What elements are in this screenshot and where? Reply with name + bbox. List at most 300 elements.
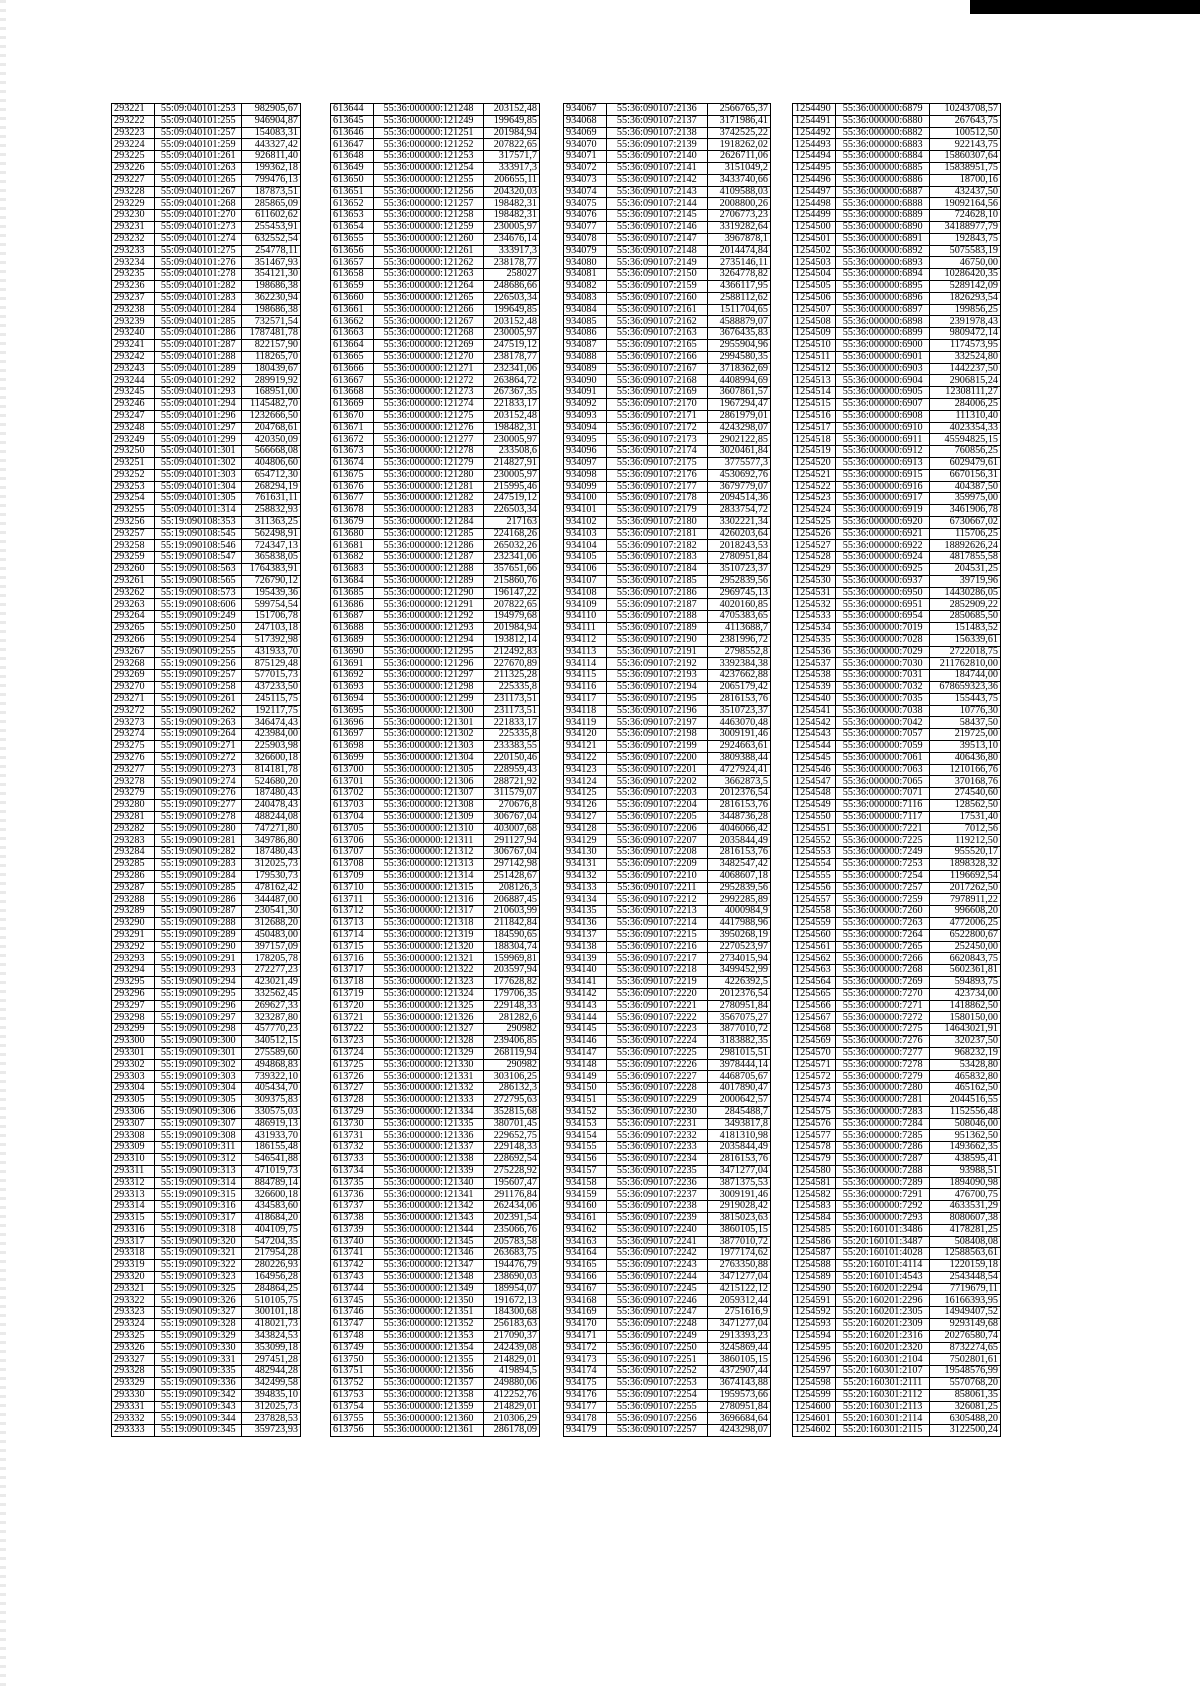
cadastral-number: 55:19:090109:311 [155, 1142, 242, 1154]
row-number: 613719 [331, 988, 374, 1000]
cadastral-value: 3860105,15 [707, 1224, 770, 1236]
cadastral-value: 2391978,43 [930, 316, 1001, 328]
row-number: 1254576 [793, 1118, 836, 1130]
cadastral-number: 55:20:160101:4028 [836, 1248, 930, 1260]
cadastral-value: 199649,85 [484, 304, 540, 316]
row-number: 613654 [331, 221, 374, 233]
row-number: 293321 [112, 1283, 155, 1295]
row-number: 293237 [112, 292, 155, 304]
cadastral-value: 255453,91 [242, 221, 301, 233]
cadastral-value: 1232666,50 [242, 410, 301, 422]
cadastral-value: 2722018,75 [930, 646, 1001, 658]
table-row [331, 929, 540, 941]
table-row [564, 151, 771, 163]
table-row [112, 587, 301, 599]
cadastral-value: 198482,31 [484, 210, 540, 222]
cadastral-number: 55:19:090109:320 [155, 1236, 242, 1248]
cadastral-number: 55:36:090107:2139 [607, 139, 708, 151]
row-number: 293236 [112, 280, 155, 292]
cadastral-value: 2816153,76 [707, 693, 770, 705]
table-row [793, 280, 1001, 292]
cadastral-number: 55:36:000000:121361 [374, 1425, 484, 1437]
cadastral-number: 55:36:000000:121276 [374, 422, 484, 434]
table-row [331, 1201, 540, 1213]
cadastral-number: 55:36:090107:2251 [607, 1354, 708, 1366]
cadastral-value: 3461906,78 [930, 505, 1001, 517]
cadastral-number: 55:36:000000:121296 [374, 658, 484, 670]
cadastral-value: 2094514,36 [707, 493, 770, 505]
cadastral-value: 274540,60 [930, 788, 1001, 800]
table-row [112, 1366, 301, 1378]
cadastral-number: 55:36:090107:2168 [607, 375, 708, 387]
table-row [112, 316, 301, 328]
cadastral-value: 2035844,49 [707, 835, 770, 847]
cadastral-value: 206887,45 [484, 894, 540, 906]
cadastral-number: 55:36:000000:121336 [374, 1130, 484, 1142]
table-row [793, 245, 1001, 257]
row-number: 934169 [564, 1307, 607, 1319]
cadastral-value: 258832,93 [242, 505, 301, 517]
table-row [331, 741, 540, 753]
table-row [793, 1354, 1001, 1366]
cadastral-number: 55:36:000000:7254 [836, 870, 930, 882]
row-number: 934118 [564, 705, 607, 717]
cadastral-value: 486919,13 [242, 1118, 301, 1130]
row-number: 613720 [331, 1000, 374, 1012]
cadastral-value: 465162,50 [930, 1083, 1001, 1095]
row-number: 1254533 [793, 611, 836, 623]
row-number: 293287 [112, 882, 155, 894]
cadastral-number: 55:36:090107:2138 [607, 127, 708, 139]
cadastral-number: 55:36:090107:2213 [607, 906, 708, 918]
table-row [793, 693, 1001, 705]
table-row [564, 387, 771, 399]
cadastral-value: 1894090,98 [930, 1177, 1001, 1189]
table-row [564, 682, 771, 694]
row-number: 293325 [112, 1330, 155, 1342]
cadastral-value: 1220159,18 [930, 1260, 1001, 1272]
cadastral-value: 2588112,62 [707, 292, 770, 304]
row-number: 1254602 [793, 1425, 836, 1437]
row-number: 613647 [331, 139, 374, 151]
cadastral-value: 230005,97 [484, 469, 540, 481]
cadastral-value: 4727924,41 [707, 764, 770, 776]
cadastral-value: 437233,50 [242, 682, 301, 694]
cadastral-number: 55:09:040101:297 [155, 422, 242, 434]
cadastral-number: 55:36:090107:2206 [607, 823, 708, 835]
cadastral-value: 311579,07 [484, 788, 540, 800]
row-number: 613732 [331, 1142, 374, 1154]
table-row [112, 965, 301, 977]
cadastral-value: 198686,38 [242, 280, 301, 292]
cadastral-value: 268294,19 [242, 481, 301, 493]
table-row [331, 847, 540, 859]
row-number: 613653 [331, 210, 374, 222]
table-row [112, 1071, 301, 1083]
table-row [112, 398, 301, 410]
cadastral-value: 179530,73 [242, 870, 301, 882]
cadastral-number: 55:19:090109:297 [155, 1012, 242, 1024]
cadastral-value: 343824,53 [242, 1330, 301, 1342]
cadastral-value: 822157,90 [242, 339, 301, 351]
table-row [564, 505, 771, 517]
table-row [112, 882, 301, 894]
cadastral-value: 4109588,03 [707, 186, 770, 198]
table-row [331, 587, 540, 599]
row-number: 293233 [112, 245, 155, 257]
table-row [112, 1330, 301, 1342]
table-row [793, 870, 1001, 882]
cadastral-number: 55:19:090109:304 [155, 1083, 242, 1095]
cadastral-number: 55:19:090109:344 [155, 1413, 242, 1425]
table-row [112, 434, 301, 446]
cadastral-value: 2543448,54 [930, 1271, 1001, 1283]
cadastral-value: 5602361,81 [930, 965, 1001, 977]
table-row [793, 505, 1001, 517]
row-number: 613663 [331, 328, 374, 340]
table-row [331, 1271, 540, 1283]
cadastral-value: 115706,25 [930, 528, 1001, 540]
row-number: 293328 [112, 1366, 155, 1378]
cadastral-value: 406436,80 [930, 752, 1001, 764]
row-number: 293308 [112, 1130, 155, 1142]
table-row [793, 1035, 1001, 1047]
cadastral-number: 55:36:090107:2186 [607, 587, 708, 599]
table-row [564, 1248, 771, 1260]
cadastral-number: 55:36:000000:7117 [836, 811, 930, 823]
cadastral-number: 55:36:000000:121344 [374, 1224, 484, 1236]
table-row [331, 988, 540, 1000]
cadastral-number: 55:19:090109:296 [155, 1000, 242, 1012]
cadastral-number: 55:36:090107:2170 [607, 398, 708, 410]
row-number: 293250 [112, 446, 155, 458]
table-row [112, 104, 301, 116]
table-row [331, 658, 540, 670]
cadastral-number: 55:36:090107:2191 [607, 646, 708, 658]
row-number: 613686 [331, 599, 374, 611]
row-number: 613678 [331, 505, 374, 517]
cadastral-number: 55:36:090107:2171 [607, 410, 708, 422]
cadastral-number: 55:36:090107:2199 [607, 741, 708, 753]
cadastral-number: 55:20:160201:2305 [836, 1307, 930, 1319]
cadastral-value: 272795,63 [484, 1094, 540, 1106]
row-number: 613656 [331, 245, 374, 257]
cadastral-number: 55:36:000000:121310 [374, 823, 484, 835]
cadastral-number: 55:36:000000:121306 [374, 776, 484, 788]
row-number: 934102 [564, 516, 607, 528]
cadastral-number: 55:36:000000:121333 [374, 1094, 484, 1106]
row-number: 1254566 [793, 1000, 836, 1012]
cadastral-value: 2969745,13 [707, 587, 770, 599]
table-row [564, 1319, 771, 1331]
row-number: 934144 [564, 1012, 607, 1024]
row-number: 293304 [112, 1083, 155, 1095]
row-number: 293333 [112, 1425, 155, 1437]
row-number: 934153 [564, 1118, 607, 1130]
cadastral-number: 55:36:000000:121351 [374, 1307, 484, 1319]
cadastral-value: 215995,46 [484, 481, 540, 493]
row-number: 1254544 [793, 741, 836, 753]
table-row [793, 127, 1001, 139]
row-number: 934161 [564, 1212, 607, 1224]
cadastral-number: 55:36:000000:121271 [374, 363, 484, 375]
cadastral-value: 233508,6 [484, 446, 540, 458]
table-row [331, 634, 540, 646]
cadastral-number: 55:19:090109:254 [155, 634, 242, 646]
table-row [793, 1118, 1001, 1130]
cadastral-number: 55:36:000000:7059 [836, 741, 930, 753]
table-row [331, 198, 540, 210]
table-row [331, 1248, 540, 1260]
cadastral-number: 55:19:090109:287 [155, 906, 242, 918]
row-number: 613730 [331, 1118, 374, 1130]
cadastral-number: 55:36:000000:6915 [836, 469, 930, 481]
row-number: 613712 [331, 906, 374, 918]
cadastral-value: 1442237,50 [930, 363, 1001, 375]
cadastral-number: 55:36:000000:6884 [836, 151, 930, 163]
table-row [793, 811, 1001, 823]
row-number: 934071 [564, 151, 607, 163]
cadastral-value: 211762810,00 [930, 658, 1001, 670]
row-number: 293295 [112, 976, 155, 988]
cadastral-value: 118265,70 [242, 351, 301, 363]
cadastral-number: 55:19:090109:289 [155, 929, 242, 941]
row-number: 1254516 [793, 410, 836, 422]
cadastral-number: 55:19:090109:330 [155, 1342, 242, 1354]
table-row [331, 422, 540, 434]
table-row [331, 1342, 540, 1354]
cadastral-value: 438595,41 [930, 1153, 1001, 1165]
cadastral-value: 286132,3 [484, 1083, 540, 1095]
row-number: 293269 [112, 670, 155, 682]
table-row [331, 292, 540, 304]
table-row [564, 1295, 771, 1307]
cadastral-number: 55:36:000000:7065 [836, 776, 930, 788]
table-row [331, 976, 540, 988]
row-number: 613668 [331, 387, 374, 399]
table-row [793, 1271, 1001, 1283]
cadastral-value: 3471277,04 [707, 1271, 770, 1283]
table-row [331, 1378, 540, 1390]
cadastral-value: 431933,70 [242, 1130, 301, 1142]
cadastral-value: 332524,80 [930, 351, 1001, 363]
cadastral-number: 55:36:000000:7263 [836, 917, 930, 929]
cadastral-number: 55:36:000000:121360 [374, 1413, 484, 1425]
table-row [793, 976, 1001, 988]
cadastral-number: 55:36:000000:7019 [836, 623, 930, 635]
cadastral-value: 240478,43 [242, 800, 301, 812]
table-row [793, 328, 1001, 340]
cadastral-value: 3877010,72 [707, 1236, 770, 1248]
cadastral-value: 291127,94 [484, 835, 540, 847]
cadastral-value: 340512,15 [242, 1035, 301, 1047]
table-row [564, 398, 771, 410]
row-number: 293314 [112, 1201, 155, 1213]
table-row [112, 870, 301, 882]
cadastral-value: 187873,51 [242, 186, 301, 198]
cadastral-number: 55:36:090107:2162 [607, 316, 708, 328]
table-row [793, 1012, 1001, 1024]
table-row [793, 1224, 1001, 1236]
table-row [793, 186, 1001, 198]
row-number: 1254555 [793, 870, 836, 882]
row-number: 1254530 [793, 575, 836, 587]
row-number: 613665 [331, 351, 374, 363]
cadastral-value: 1418862,50 [930, 1000, 1001, 1012]
table-row [331, 375, 540, 387]
table-row [793, 670, 1001, 682]
table-row [331, 670, 540, 682]
cadastral-value: 151483,52 [930, 623, 1001, 635]
cadastral-value: 198482,31 [484, 198, 540, 210]
table-row [564, 894, 771, 906]
row-number: 293245 [112, 387, 155, 399]
cadastral-value: 2816153,76 [707, 1153, 770, 1165]
row-number: 934072 [564, 162, 607, 174]
cadastral-value: 330575,03 [242, 1106, 301, 1118]
table-row [331, 623, 540, 635]
table-row [331, 210, 540, 222]
cadastral-value: 4237662,88 [707, 670, 770, 682]
table-row [793, 375, 1001, 387]
cadastral-number: 55:36:000000:7038 [836, 705, 930, 717]
row-number: 293273 [112, 717, 155, 729]
row-number: 293272 [112, 705, 155, 717]
cadastral-value: 443327,42 [242, 139, 301, 151]
cadastral-number: 55:19:090109:322 [155, 1260, 242, 1272]
cadastral-number: 55:36:090107:2160 [607, 292, 708, 304]
cadastral-value: 231173,51 [484, 705, 540, 717]
row-number: 613707 [331, 847, 374, 859]
table-row [331, 646, 540, 658]
cadastral-value: 7719679,11 [930, 1283, 1001, 1295]
row-number: 934176 [564, 1389, 607, 1401]
cadastral-value: 214829,01 [484, 1354, 540, 1366]
cadastral-value: 2000642,57 [707, 1094, 770, 1106]
table-row [793, 1071, 1001, 1083]
table-row [331, 1094, 540, 1106]
table-row [564, 422, 771, 434]
cadastral-value: 326600,18 [242, 752, 301, 764]
cadastral-value: 234676,14 [484, 233, 540, 245]
table-row [331, 1401, 540, 1413]
table-row [112, 198, 301, 210]
row-number: 1254578 [793, 1142, 836, 1154]
cadastral-value: 968232,19 [930, 1047, 1001, 1059]
row-number: 613715 [331, 941, 374, 953]
table-row [112, 741, 301, 753]
table-row [793, 575, 1001, 587]
row-number: 1254506 [793, 292, 836, 304]
cadastral-value: 3662873,5 [707, 776, 770, 788]
row-number: 1254585 [793, 1224, 836, 1236]
row-number: 1254579 [793, 1153, 836, 1165]
table-row [793, 658, 1001, 670]
cadastral-value: 229652,75 [484, 1130, 540, 1142]
cadastral-number: 55:09:040101:265 [155, 174, 242, 186]
cadastral-number: 55:36:090107:2210 [607, 870, 708, 882]
cadastral-value: 275228,92 [484, 1165, 540, 1177]
cadastral-value: 884789,14 [242, 1177, 301, 1189]
row-number: 613742 [331, 1260, 374, 1272]
table-row [793, 646, 1001, 658]
table-row [793, 752, 1001, 764]
cadastral-number: 55:09:040101:273 [155, 221, 242, 233]
cadastral-value: 3471277,04 [707, 1319, 770, 1331]
cadastral-value: 4243298,07 [707, 422, 770, 434]
cadastral-value: 352815,68 [484, 1106, 540, 1118]
cadastral-number: 55:36:090107:2161 [607, 304, 708, 316]
cadastral-value: 2906815,24 [930, 375, 1001, 387]
row-number: 934127 [564, 811, 607, 823]
cadastral-number: 55:36:090107:2233 [607, 1142, 708, 1154]
row-number: 1254543 [793, 729, 836, 741]
cadastral-value: 4366117,95 [707, 280, 770, 292]
cadastral-value: 2017262,50 [930, 882, 1001, 894]
cadastral-number: 55:09:040101:305 [155, 493, 242, 505]
cadastral-value: 362230,94 [242, 292, 301, 304]
table-row [564, 646, 771, 658]
cadastral-number: 55:09:040101:289 [155, 363, 242, 375]
cadastral-number: 55:36:000000:121350 [374, 1295, 484, 1307]
table-row [564, 717, 771, 729]
row-number: 934067 [564, 104, 607, 116]
row-number: 934163 [564, 1236, 607, 1248]
row-number: 934069 [564, 127, 607, 139]
table-row [112, 1035, 301, 1047]
table-row [564, 552, 771, 564]
table-row [112, 422, 301, 434]
cadastral-number: 55:36:000000:121279 [374, 457, 484, 469]
row-number: 293315 [112, 1212, 155, 1224]
cadastral-value: 187480,43 [242, 788, 301, 800]
cadastral-value: 3877010,72 [707, 1024, 770, 1036]
cadastral-number: 55:36:000000:7286 [836, 1142, 930, 1154]
table-row [793, 446, 1001, 458]
row-number: 613661 [331, 304, 374, 316]
cadastral-value: 221833,17 [484, 717, 540, 729]
cadastral-number: 55:09:040101:286 [155, 328, 242, 340]
cadastral-value: 333917,3 [484, 245, 540, 257]
row-number: 934106 [564, 564, 607, 576]
row-number: 293222 [112, 115, 155, 127]
table-row [331, 870, 540, 882]
cadastral-number: 55:36:000000:6888 [836, 198, 930, 210]
cadastral-number: 55:36:000000:121342 [374, 1201, 484, 1213]
cadastral-value: 4633531,29 [930, 1201, 1001, 1213]
table-row [331, 1319, 540, 1331]
row-number: 1254499 [793, 210, 836, 222]
cadastral-value: 6305488,20 [930, 1413, 1001, 1425]
cadastral-value: 247103,18 [242, 623, 301, 635]
cadastral-value: 955520,17 [930, 847, 1001, 859]
cadastral-value: 2780951,84 [707, 1401, 770, 1413]
table-row [793, 1024, 1001, 1036]
cadastral-number: 55:20:160101:3487 [836, 1236, 930, 1248]
cadastral-value: 289919,92 [242, 375, 301, 387]
cadastral-number: 55:36:000000:7291 [836, 1189, 930, 1201]
cadastral-value: 2850685,50 [930, 611, 1001, 623]
cadastral-value: 471019,73 [242, 1165, 301, 1177]
cadastral-value: 3020461,84 [707, 446, 770, 458]
row-number: 1254492 [793, 127, 836, 139]
cadastral-number: 55:36:000000:121266 [374, 304, 484, 316]
row-number: 1254575 [793, 1106, 836, 1118]
table-row [564, 1330, 771, 1342]
row-number: 934103 [564, 528, 607, 540]
table-row [564, 1189, 771, 1201]
cadastral-value: 201984,94 [484, 127, 540, 139]
